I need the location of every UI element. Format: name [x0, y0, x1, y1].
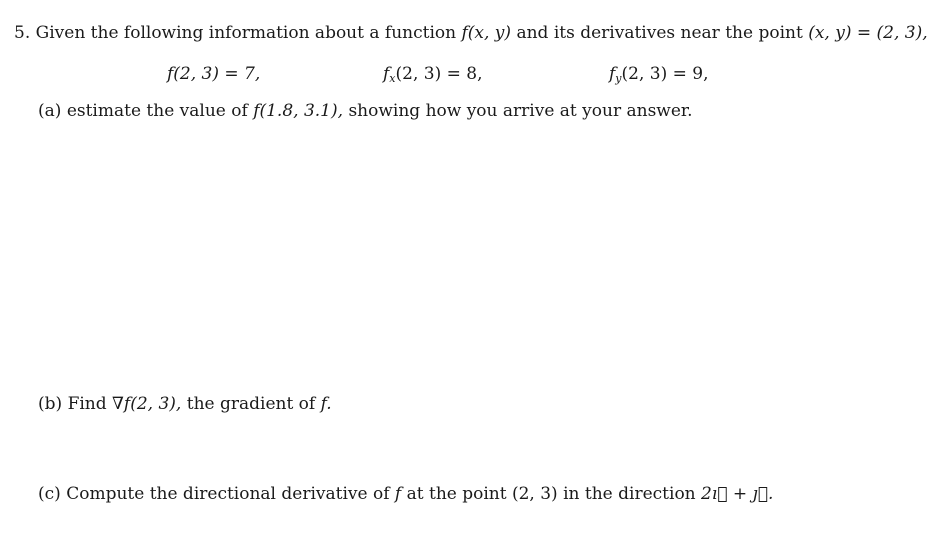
part-c-f: f	[394, 484, 402, 504]
part-c-label: (c)	[38, 484, 61, 504]
given-fy	[609, 64, 709, 84]
part-a-text-before: estimate the value of	[66, 101, 248, 121]
given-value: f(2, 3) = 7,	[167, 64, 261, 84]
part-a-text-after: showing how you arrive at your answer.	[348, 101, 693, 121]
part-c-point: (2, 3)	[511, 484, 558, 504]
point-equation: (x, y) = (2, 3),	[808, 23, 928, 43]
fx-rest: (2, 3) = 8,	[395, 64, 483, 84]
part-b-text-after: the gradient of	[186, 394, 316, 414]
part-a	[38, 101, 693, 121]
given-fx	[383, 64, 483, 84]
intro-text-before: Given the following information about a function	[35, 23, 457, 43]
problem-number: 5.	[14, 23, 31, 43]
fy-subscript: y	[615, 72, 622, 85]
problem-intro-line	[14, 23, 928, 43]
fy-base: f	[609, 64, 616, 84]
part-b-label: (b)	[38, 394, 63, 414]
function-expression: f(x, y)	[461, 23, 512, 43]
part-b-f: f.	[320, 394, 332, 414]
part-c	[38, 484, 773, 504]
fy-rest: (2, 3) = 9,	[621, 64, 709, 84]
part-c-text-middle: at the point	[406, 484, 507, 504]
part-c-text-before: Compute the directional derivative of	[66, 484, 390, 504]
intro-text-middle: and its derivatives near the point	[516, 23, 803, 43]
part-c-direction: 2ı⃗ + ȷ⃗.	[701, 484, 774, 504]
part-a-label: (a)	[38, 101, 62, 121]
part-c-text-after: in the direction	[563, 484, 696, 504]
part-a-expression: f(1.8, 3.1),	[253, 101, 344, 121]
part-b	[38, 394, 332, 414]
fx-subscript: x	[389, 72, 396, 85]
part-b-text-before: Find	[67, 394, 107, 414]
part-b-expression: ∇f(2, 3),	[112, 394, 182, 414]
fx-base: f	[383, 64, 390, 84]
